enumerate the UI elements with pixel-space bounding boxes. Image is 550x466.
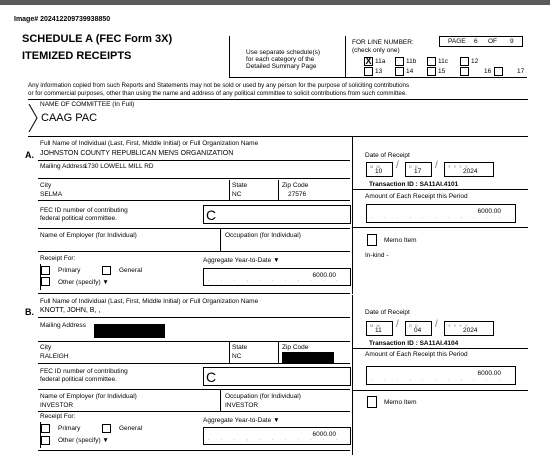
line-14-checkbox[interactable]: [395, 67, 404, 76]
entry-a-day-hint: D D: [409, 164, 419, 169]
line-17-checkbox[interactable]: [494, 67, 503, 76]
entry-b-date-month[interactable]: [366, 321, 393, 336]
entry-b-fec-rule: [38, 389, 350, 390]
entry-a-mailing-label: Mailing Address: [40, 163, 86, 170]
line-13-label: 13: [375, 68, 383, 75]
line-12-label: 12: [471, 58, 479, 65]
entry-a-date-slash-2: /: [435, 160, 438, 171]
entry-a-primary-label: Primary: [58, 267, 81, 274]
entry-a-mailing-address: 1730 LOWELL MILL RD: [84, 163, 154, 170]
line-11b-checkbox[interactable]: [395, 57, 404, 66]
entry-b-month-hint: M M: [370, 323, 381, 328]
entry-a-name: JOHNSTON COUNTY REPUBLICAN MENS ORGANIZATION: [40, 150, 234, 157]
entry-b-bottom-rule: [38, 450, 350, 451]
entry-b-employer: INVESTOR: [40, 402, 74, 409]
entry-b-memo-checkbox[interactable]: [367, 396, 377, 408]
committee-top-rule: [28, 99, 528, 100]
instructions-line-3: Detailed Summary Page: [246, 63, 317, 70]
entry-a-general-label: General: [119, 267, 143, 274]
entry-b-occupation: INVESTOR: [225, 402, 259, 409]
line-16-checkbox[interactable]: [460, 67, 469, 76]
entry-a-amount-field[interactable]: [366, 204, 516, 223]
entry-a-letter: A.: [25, 150, 34, 160]
entry-a-aggregate-field[interactable]: [203, 268, 351, 286]
committee-name: CAAG PAC: [41, 112, 98, 124]
image-id: Image# 202412209739938850: [14, 16, 111, 23]
entry-b-txn-rule: [352, 348, 528, 349]
entry-a-aggregate-label: Aggregate Year-to-Date ▼: [203, 257, 280, 264]
entry-b-date-day[interactable]: [405, 321, 432, 336]
page-indicator: [439, 36, 523, 47]
entry-a-year-hint: Y Y Y Y: [448, 164, 469, 169]
line-11c-checkbox[interactable]: [427, 57, 436, 66]
entry-b-primary-label: Primary: [58, 425, 81, 432]
itemized-receipts-title: ITEMIZED RECEIPTS: [22, 50, 132, 62]
entry-b-aggregate-ticks: . . . , . . . , . . .: [208, 436, 343, 442]
entry-a-city: SELMA: [40, 191, 63, 198]
entry-b-zip-divider: [278, 342, 279, 363]
entry-b-day-hint: D D: [409, 323, 419, 328]
notice-line-2: or for commercial purposes, other than using the name and address of any political committee to solicit contributions from such committee.: [28, 90, 407, 97]
entry-b-month: 11: [375, 327, 382, 334]
entry-b-state: NC: [232, 353, 242, 360]
entry-a-primary-checkbox[interactable]: [41, 266, 50, 275]
entry-a-amount-value: 6000.00: [477, 208, 501, 215]
line-11a-check-mark: X: [365, 56, 372, 66]
entry-b-state-divider: [229, 342, 230, 363]
entry-b-general-label: General: [119, 425, 143, 432]
entry-a-zip-divider: [278, 180, 279, 200]
entry-b-zip-label: Zip Code: [282, 344, 309, 351]
schedule-title: SCHEDULE A (FEC Form 3X): [22, 33, 173, 45]
entry-a-amount-label: Amount of Each Receipt this Period: [365, 193, 468, 200]
entry-b-fec-id-label-2: federal political committee.: [40, 376, 117, 383]
committee-bracket: [28, 104, 40, 132]
entry-a-zip: 27576: [288, 191, 307, 198]
entry-a-memo-checkbox[interactable]: [367, 234, 377, 246]
entry-a-amount-rule: [352, 227, 528, 228]
entry-a-date-month[interactable]: [366, 162, 393, 177]
entry-b-amount-ticks: . . . , . . . , . . .: [371, 376, 506, 382]
entry-b-amount-value: 6000.00: [477, 370, 501, 377]
entry-b-fec-id-field[interactable]: [203, 367, 351, 386]
entry-b-full-name-label: Full Name of Individual (Last, First, Middle Initial) or Full Organization Name: [40, 298, 259, 305]
entry-b-date-slash-2: /: [435, 319, 438, 330]
entry-b-right-divider: [352, 295, 353, 455]
entry-a-state-divider: [229, 180, 230, 200]
entry-b-other-checkbox[interactable]: [41, 436, 50, 445]
entry-a-date-year[interactable]: [444, 162, 494, 177]
entry-a-amount-ticks: . . . , . . . , . . .: [371, 214, 506, 220]
entry-a-date-day[interactable]: [405, 162, 432, 177]
entry-a-bottom-rule: [38, 293, 350, 294]
entry-a-other-checkbox[interactable]: [41, 277, 50, 286]
instructions-left-border: [229, 36, 230, 77]
entry-b-year: 2024: [463, 327, 478, 334]
line-17-label: 17: [517, 68, 525, 75]
entry-b-receipt-for-label: Receipt For:: [40, 413, 76, 420]
entry-b-employer-divider: [220, 390, 221, 411]
entry-b-aggregate-value: 6000.00: [312, 431, 336, 438]
entry-a-zip-label: Zip Code: [282, 182, 309, 189]
line-16-label: 16: [484, 68, 492, 75]
entry-a-receipt-for-label: Receipt For:: [40, 255, 76, 262]
entry-a-month-hint: M M: [370, 164, 381, 169]
entry-b-day: 04: [414, 327, 422, 334]
entry-b-fec-id-label-1: FEC ID number of contributing: [40, 368, 128, 375]
entry-a-employer-rule: [38, 251, 350, 252]
entry-b-city: RALEIGH: [40, 353, 69, 360]
entry-a-c-letter: C: [206, 207, 217, 223]
entry-b-employer-label: Name of Employer (for Individual): [40, 393, 137, 400]
entry-a-city-label: City: [40, 182, 52, 189]
entry-b-date-slash-1: /: [396, 319, 399, 330]
line-15-checkbox[interactable]: [427, 67, 436, 76]
instructions-box: [236, 36, 342, 76]
line-11c-label: 11c: [438, 58, 448, 65]
entry-b-year-hint: Y Y Y Y: [448, 323, 469, 328]
entry-b-aggregate-label: Aggregate Year-to-Date ▼: [203, 417, 280, 424]
entry-a-full-name-label: Full Name of Individual (Last, First, Middle Initial) or Full Organization Name: [40, 140, 259, 147]
window-top-bar: [0, 0, 550, 5]
entry-a-fec-rule: [38, 228, 350, 229]
entry-a-month: 10: [375, 168, 383, 175]
committee-bottom-rule: [28, 136, 528, 137]
entry-b-c-letter: C: [206, 369, 217, 385]
entry-b-address-redaction: [94, 324, 165, 338]
entry-b-occupation-label: Occupation (for Individual): [225, 393, 301, 400]
entry-b-address-rule: [38, 341, 350, 342]
entry-a-right-divider: [352, 137, 353, 294]
entry-a-employer-label: Name of Employer (for Individual): [40, 232, 137, 239]
check-only-label: (check only one): [352, 47, 400, 54]
instructions-line-2: for each category of the: [246, 56, 315, 63]
entry-b-name-rule: [38, 317, 350, 318]
entry-a-address-rule: [38, 178, 350, 179]
entry-a-aggregate-value: 6000.00: [312, 272, 336, 279]
entry-a-name-rule: [38, 160, 350, 161]
entry-b-transaction-id: Transaction ID : SA11AI.4104: [369, 340, 459, 347]
entry-a-city-rule: [38, 200, 350, 201]
entry-b-general-checkbox[interactable]: [102, 424, 111, 433]
entry-b-aggregate-field[interactable]: [203, 427, 351, 445]
entry-b-memo-label: Memo Item: [384, 399, 417, 406]
entry-a-other-label: Other (specify) ▼: [58, 279, 109, 286]
entry-a-memo-label: Memo Item: [384, 237, 417, 244]
for-line-label: FOR LINE NUMBER:: [352, 39, 414, 46]
entry-a-fec-id-label-1: FEC ID number of contributing: [40, 207, 128, 214]
line-15-label: 15: [438, 68, 446, 75]
page-label: PAGE: [448, 38, 466, 45]
entry-a-fec-id-field[interactable]: [203, 205, 351, 224]
entry-b-city-rule: [38, 363, 350, 364]
entry-a-occupation-label: Occupation (for Individual): [225, 232, 301, 239]
instructions-bottom-border: [229, 77, 345, 78]
entry-b-amount-label: Amount of Each Receipt this Period: [365, 351, 468, 358]
entry-b-amount-rule: [352, 390, 528, 391]
entry-b-name: KNOTT, JOHN, B, ,: [40, 307, 101, 314]
entry-b-date-label: Date of Receipt: [365, 309, 410, 316]
entry-b-other-label: Other (specify) ▼: [58, 437, 109, 444]
entry-a-day: 17: [414, 168, 422, 175]
entry-b-amount-field[interactable]: [366, 366, 516, 385]
line-11b-label: 11b: [406, 58, 417, 65]
line-11a-checkbox[interactable]: [364, 57, 373, 66]
line-11a-label: 11a: [375, 58, 386, 65]
of-label: OF: [488, 38, 498, 45]
entry-b-zip-redaction: [282, 352, 334, 363]
entry-a-in-kind: In-kind -: [365, 252, 389, 259]
entry-a-date-slash-1: /: [396, 160, 399, 171]
entry-a-date-label: Date of Receipt: [365, 152, 410, 159]
entry-b-mailing-label: Mailing Address: [40, 322, 86, 329]
page-number: 6: [474, 38, 478, 45]
entry-b-primary-checkbox[interactable]: [41, 424, 50, 433]
line-13-checkbox[interactable]: [364, 67, 373, 76]
entry-a-txn-rule: [352, 189, 528, 190]
line-12-checkbox[interactable]: [460, 57, 469, 66]
committee-label: NAME OF COMMITTEE (In Full): [40, 101, 135, 108]
entry-a-fec-id-label-2: federal political committee.: [40, 215, 117, 222]
entry-a-transaction-id: Transaction ID : SA11AI.4101: [369, 181, 459, 188]
entry-a-year: 2024: [463, 168, 478, 175]
line-14-label: 14: [406, 68, 414, 75]
entry-a-receipt-bracket: [40, 264, 41, 290]
entry-b-state-label: State: [232, 344, 248, 351]
page-total: 9: [510, 38, 514, 45]
entry-b-city-label: City: [40, 344, 52, 351]
entry-a-aggregate-ticks: . . . , . . . , . . .: [208, 277, 343, 283]
entry-b-letter: B.: [25, 307, 34, 317]
entry-b-receipt-bracket: [40, 422, 41, 448]
instructions-line-1: Use separate schedule(s): [246, 49, 321, 56]
entry-b-date-year[interactable]: [444, 321, 494, 336]
notice-line-1: Any information copied from such Reports and Statements may not be sold or used by any person for the purpose of soliciting contributions: [28, 82, 410, 89]
entry-b-employer-rule: [38, 411, 350, 412]
entry-a-general-checkbox[interactable]: [102, 266, 111, 275]
entry-a-state: NC: [232, 191, 242, 198]
entry-a-state-label: State: [232, 182, 248, 189]
entry-a-employer-divider: [220, 229, 221, 251]
